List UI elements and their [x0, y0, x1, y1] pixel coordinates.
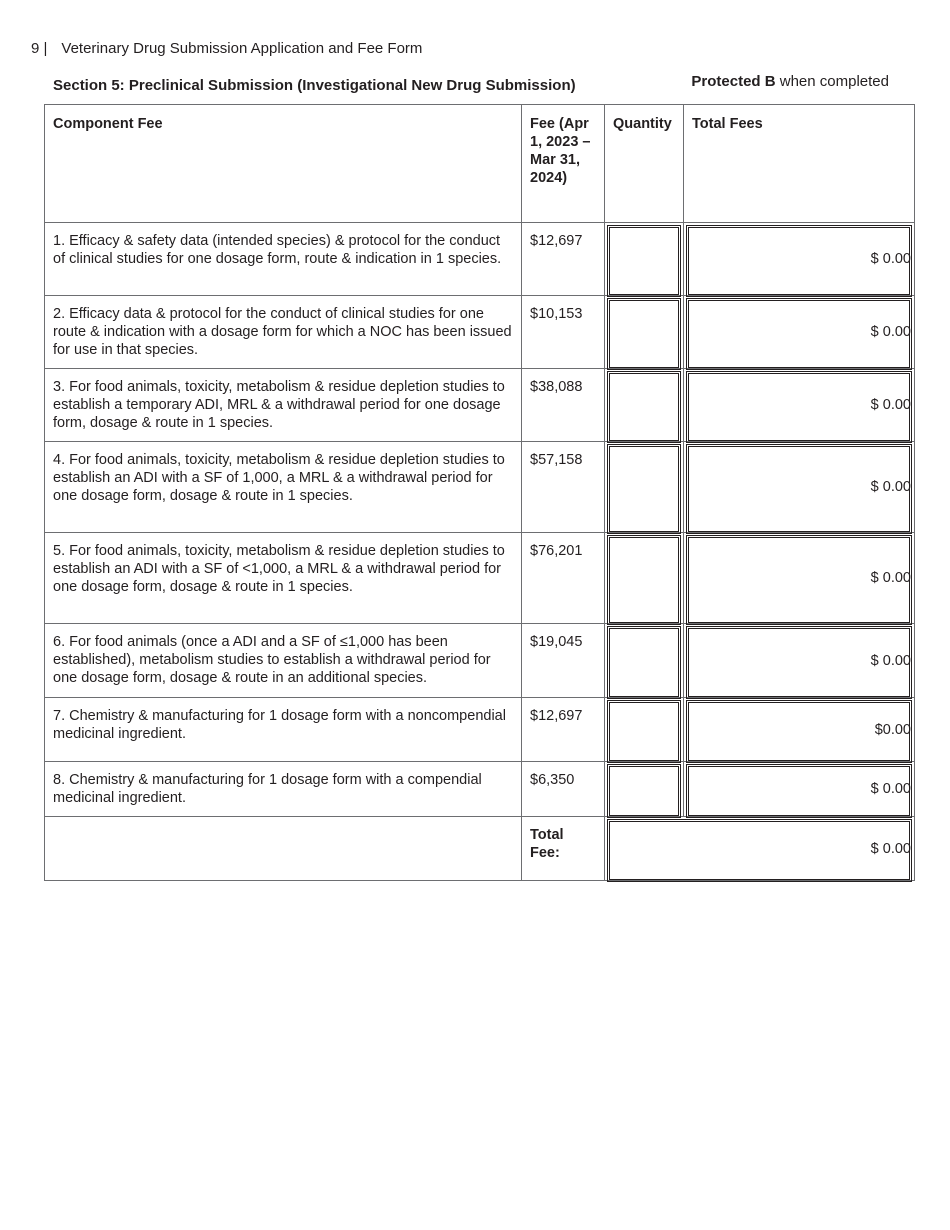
- quantity-input[interactable]: [605, 762, 684, 817]
- row-description: 4. For food animals, toxicity, metabolism & residue depletion studies to establish an ADI with a SF of 1,000, a MRL & a withdrawal period for one dosage form, dosage & route in 1 species.: [45, 442, 522, 533]
- row-description: 8. Chemistry & manufacturing for 1 dosage form with a compendial medicinal ingredient.: [45, 762, 522, 817]
- section-title: Section 5: Preclinical Submission (Investigational New Drug Submission): [53, 77, 576, 94]
- total-fee-field[interactable]: $0.00: [684, 698, 915, 762]
- quantity-input[interactable]: [605, 533, 684, 624]
- total-fee-field[interactable]: $ 0.00: [684, 369, 915, 442]
- table-row: [45, 369, 915, 442]
- total-fee-field[interactable]: $ 0.00: [684, 442, 915, 533]
- total-row-blank: [45, 817, 522, 881]
- row-fee: $6,350: [522, 762, 605, 817]
- table-row: [45, 223, 915, 296]
- quantity-input[interactable]: [605, 369, 684, 442]
- total-fee-field[interactable]: $ 0.00: [684, 223, 915, 296]
- row-description: 2. Efficacy data & protocol for the conduct of clinical studies for one route & indication with a dosage form for which a NOC has been issued for use in that species.: [45, 296, 522, 369]
- col-header-fee: Fee (Apr 1, 2023 – Mar 31, 2024): [522, 105, 605, 223]
- row-fee: $19,045: [522, 624, 605, 698]
- quantity-input[interactable]: [605, 223, 684, 296]
- quantity-input[interactable]: [605, 296, 684, 369]
- total-fee-label: Total Fee:: [522, 817, 605, 881]
- quantity-input[interactable]: [605, 698, 684, 762]
- quantity-input[interactable]: [605, 442, 684, 533]
- col-header-quantity: Quantity: [605, 105, 684, 223]
- row-fee: $10,153: [522, 296, 605, 369]
- total-fee-field[interactable]: $ 0.00: [684, 533, 915, 624]
- col-header-total: Total Fees: [684, 105, 915, 223]
- table-header-row: [45, 105, 915, 223]
- row-fee: $76,201: [522, 533, 605, 624]
- table-row: [45, 624, 915, 698]
- protected-b: Protected B: [691, 73, 776, 90]
- col-header-component: Component Fee: [45, 105, 522, 223]
- table-row: [45, 762, 915, 817]
- row-fee: $12,697: [522, 223, 605, 296]
- table-row: [45, 296, 915, 369]
- row-description: 5. For food animals, toxicity, metabolism & residue depletion studies to establish an ADI with a SF of <1,000, a MRL & a withdrawal period for one dosage form, dosage & route in 1 species.: [45, 533, 522, 624]
- total-row: [45, 817, 915, 881]
- row-description: 6. For food animals (once a ADI and a SF of ≤1,000 has been established), metabolism studies to establish a withdrawal period for one dosage form, dosage & route in an additional species.: [45, 624, 522, 698]
- row-description: 3. For food animals, toxicity, metabolism & residue depletion studies to establish a temporary ADI, MRL & a withdrawal period for one dosage form, dosage & route in 1 species.: [45, 369, 522, 442]
- row-description: 1. Efficacy & safety data (intended species) & protocol for the conduct of clinical studies for one dosage form, route & indication in 1 species.: [45, 223, 522, 296]
- page-number: 9 |: [31, 40, 48, 57]
- row-description: 7. Chemistry & manufacturing for 1 dosage form with a noncompendial medicinal ingredient.: [45, 698, 522, 762]
- row-fee: $12,697: [522, 698, 605, 762]
- table-row: [45, 698, 915, 762]
- row-fee: $57,158: [522, 442, 605, 533]
- total-fee-value[interactable]: $ 0.00: [605, 817, 915, 881]
- fee-table: [44, 104, 915, 881]
- total-fee-field[interactable]: $ 0.00: [684, 624, 915, 698]
- table-row: [45, 533, 915, 624]
- protected-suffix: when completed: [775, 73, 889, 90]
- row-fee: $38,088: [522, 369, 605, 442]
- table-row: [45, 442, 915, 533]
- total-fee-field[interactable]: $ 0.00: [684, 762, 915, 817]
- page-header: [31, 40, 422, 57]
- quantity-input[interactable]: [605, 624, 684, 698]
- protected-label: [691, 73, 889, 90]
- total-fee-field[interactable]: $ 0.00: [684, 296, 915, 369]
- document-title: Veterinary Drug Submission Application and Fee Form: [61, 40, 423, 57]
